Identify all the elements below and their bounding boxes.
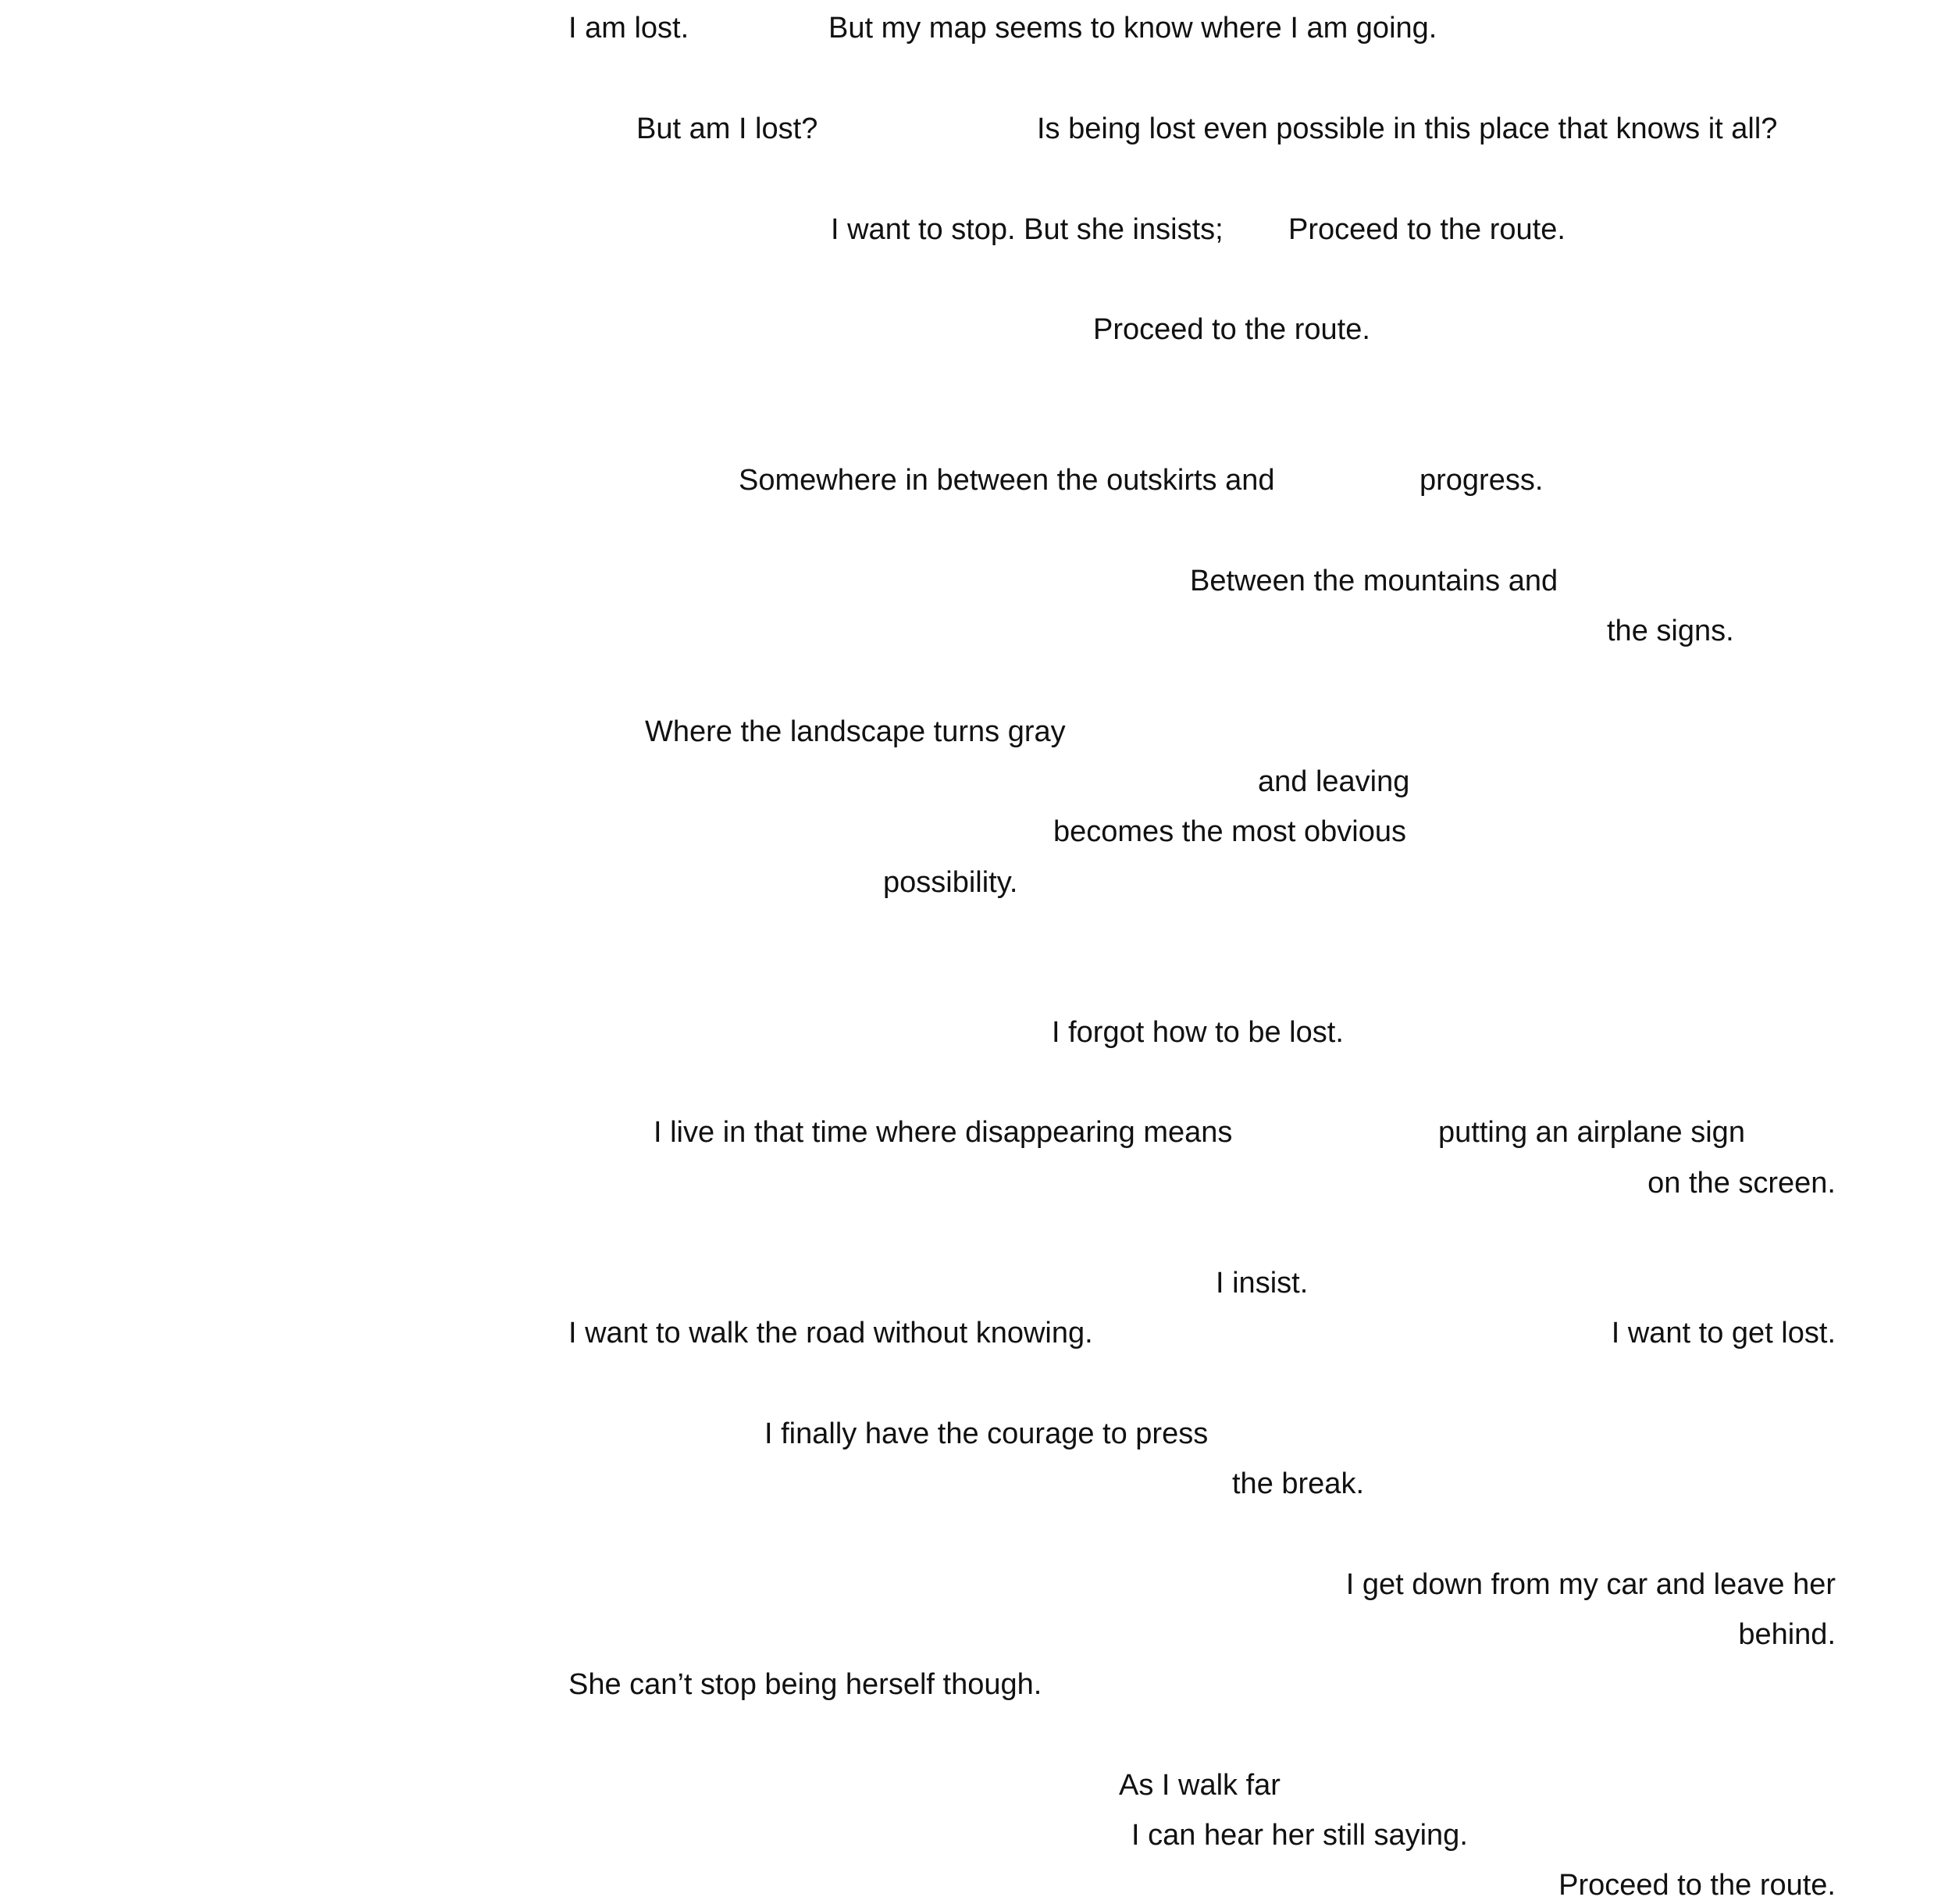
poem-line: I get down from my car and leave her [1345,1568,1836,1601]
poem-line: I finally have the courage to press [764,1417,1209,1450]
poem-line: But my map seems to know where I am going. [828,12,1437,45]
poem-line: I want to get lost. [1611,1317,1836,1350]
poem-line: Between the mountains and [1190,565,1558,597]
poem-line: Proceed to the route. [1093,313,1370,346]
poem-line: putting an airplane sign [1438,1116,1745,1149]
poem-line: possibility. [883,866,1018,899]
poem-line: progress. [1419,464,1544,497]
poem-line: I insist. [1216,1267,1309,1300]
poem-line: on the screen. [1647,1167,1836,1200]
poem-line: I want to walk the road without knowing. [568,1317,1093,1350]
poem-line: Is being lost even possible in this place that knows it all? [1037,112,1778,145]
poem-line: Proceed to the route. [1558,1869,1836,1902]
poem-line: the signs. [1607,615,1734,647]
poem-line: Proceed to the route. [1288,213,1566,246]
poem-line: I want to stop. But she insists; [831,213,1224,246]
poem-line: I can hear her still saying. [1131,1819,1468,1852]
poem-line: the break. [1232,1467,1364,1500]
poem-line: behind. [1738,1618,1836,1651]
poem-line: I forgot how to be lost. [1052,1016,1344,1049]
poem-line: As I walk far [1119,1769,1281,1802]
poem-line: I live in that time where disappearing means [654,1116,1233,1149]
poem-line: But am I lost? [636,112,818,145]
poem-line: Somewhere in between the outskirts and [739,464,1275,497]
poem-line: Where the landscape turns gray [645,715,1066,748]
poem-line: and leaving [1258,765,1410,798]
poem-line: She can’t stop being herself though. [568,1668,1042,1701]
poem-line: I am lost. [568,12,689,45]
poem-line: becomes the most obvious [1053,815,1407,848]
